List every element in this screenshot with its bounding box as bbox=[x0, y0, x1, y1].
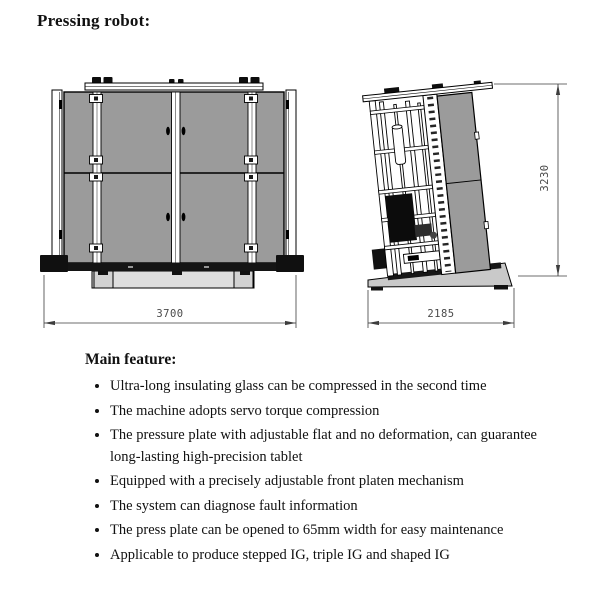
machine-body bbox=[355, 77, 511, 281]
bottom-rail bbox=[40, 263, 302, 271]
front-view-drawing bbox=[36, 74, 306, 332]
side-depth-label: 2185 bbox=[427, 308, 455, 320]
cylinder bbox=[392, 124, 406, 164]
feature-item: • The machine adopts servo torque compression bbox=[110, 401, 537, 423]
side-height-dimension bbox=[494, 84, 567, 276]
front-width-label: 3700 bbox=[156, 308, 184, 320]
dim-arrow-up-icon bbox=[556, 84, 560, 95]
side-view-drawing bbox=[348, 74, 576, 332]
dim-arrow-left-icon bbox=[44, 321, 55, 325]
feature-item: • Equipped with a precisely adjustable front platen mechanism bbox=[110, 471, 537, 493]
dim-arrow-right-icon bbox=[285, 321, 296, 325]
feature-item: • The pressure plate with adjustable flat and no deformation, can guarantee long-lasting high-precision tablet bbox=[110, 425, 537, 468]
dim-arrow-right-icon bbox=[503, 321, 514, 325]
top-rail bbox=[85, 83, 263, 90]
feature-item: • Ultra-long insulating glass can be compressed in the second time bbox=[110, 376, 537, 398]
features-heading: Main feature: bbox=[85, 351, 177, 368]
dim-arrow-down-icon bbox=[556, 265, 560, 276]
side-height-label: 3230 bbox=[539, 164, 551, 192]
page-title: Pressing robot: bbox=[37, 11, 151, 30]
feature-item: • The system can diagnose fault information bbox=[110, 496, 537, 518]
features-list bbox=[85, 376, 537, 566]
motor-block bbox=[372, 248, 387, 269]
feature-item: • The press plate can be opened to 65mm width for easy maintenance bbox=[110, 520, 537, 542]
feature-item: • Applicable to produce stepped IG, triple IG and shaped IG bbox=[110, 545, 537, 567]
electric-box bbox=[385, 193, 417, 243]
dim-arrow-left-icon bbox=[368, 321, 379, 325]
features-section bbox=[85, 351, 537, 569]
